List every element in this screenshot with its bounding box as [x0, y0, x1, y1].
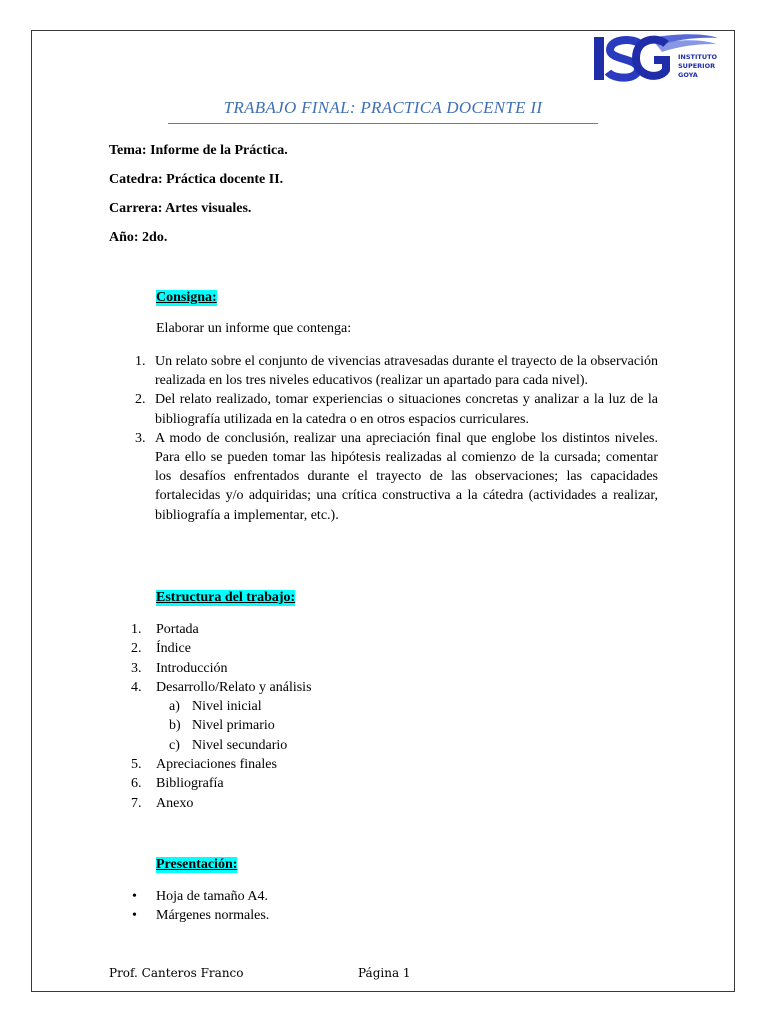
list-text: Bibliografía	[156, 776, 224, 792]
list-text: Nivel inicial	[192, 699, 262, 715]
list-text: Apreciaciones finales	[156, 757, 277, 773]
list-number: 6.	[131, 776, 142, 792]
field-tema: Tema: Informe de la Práctica.	[109, 143, 288, 158]
logo-text: SUPERIOR	[678, 62, 716, 70]
list-text: Portada	[156, 622, 199, 637]
list-number: 1.	[135, 354, 146, 369]
document-title: TRABAJO FINAL: PRACTICA DOCENTE II	[223, 98, 543, 117]
footer-page-number: Página 1	[358, 966, 411, 980]
list-letter: a)	[169, 699, 180, 715]
field-catedra: Catedra: Práctica docente II.	[109, 172, 284, 187]
list-number: 3.	[135, 430, 146, 446]
list-text: Índice	[156, 641, 191, 657]
list-text: Del relato realizado, tomar experiencias o situaciones concretas y analizar a la luz de la bibliografía utilizada en la catedra o en otros espacios curriculares.	[155, 392, 658, 427]
list-text: Introducción	[156, 660, 228, 676]
list-text: Nivel primario	[192, 718, 275, 734]
document-title-block	[168, 98, 598, 124]
bullet-icon: •	[132, 889, 137, 904]
institute-logo	[588, 32, 738, 84]
logo-text: GOYA	[678, 71, 698, 79]
list-text: Márgenes normales.	[156, 908, 270, 923]
list-number: 2.	[131, 641, 142, 657]
logo-text: INSTITUTO	[678, 53, 718, 61]
list-text: Desarrollo/Relato y análisis	[156, 679, 312, 695]
list-item	[128, 352, 658, 390]
title-underline	[168, 123, 598, 124]
field-carrera: Carrera: Artes visuales.	[109, 201, 252, 216]
presentacion-heading: Presentación:	[156, 857, 238, 872]
list-number: 3.	[131, 660, 142, 676]
list-number: 7.	[131, 795, 142, 811]
list-number: 1.	[131, 622, 142, 637]
list-item	[128, 429, 658, 525]
list-number: 4.	[131, 679, 142, 695]
bullet-icon: •	[132, 908, 137, 923]
consigna-intro: Elaborar un informe que contenga:	[156, 321, 352, 336]
list-text: Nivel secundario	[192, 737, 288, 753]
list-text: Hoja de tamaño A4.	[156, 889, 268, 904]
list-text: Anexo	[156, 795, 194, 811]
list-number: 5.	[131, 757, 142, 773]
list-number: 2.	[135, 392, 146, 408]
consigna-heading: Consigna:	[156, 290, 217, 305]
list-letter: b)	[169, 718, 181, 734]
footer-author: Prof. Canteros Franco	[109, 966, 244, 980]
field-anio: Año: 2do.	[109, 230, 168, 245]
list-item	[128, 390, 658, 428]
list-text: Un relato sobre el conjunto de vivencias atravesadas durante el trayecto de la observación realizada en los tres niveles educativos (realizar un apartado para cada nivel).	[155, 354, 658, 389]
consigna-list	[128, 352, 658, 525]
estructura-heading: Estructura del trabajo:	[156, 590, 296, 605]
list-text: A modo de conclusión, realizar una apreciación final que englobe los distintos niveles. Para ello se pueden tomar las hipótesis realizadas al comienzo de la cursada; comentar los desafíos enfrentados durante el trayecto de las observaciones; las capacidades fortalecidas y/o adquiridas; una crítica constructiva a la cátedra (actividades a realizar, bibliografía a implementar, etc.).	[155, 430, 658, 523]
list-letter: c)	[169, 737, 180, 753]
